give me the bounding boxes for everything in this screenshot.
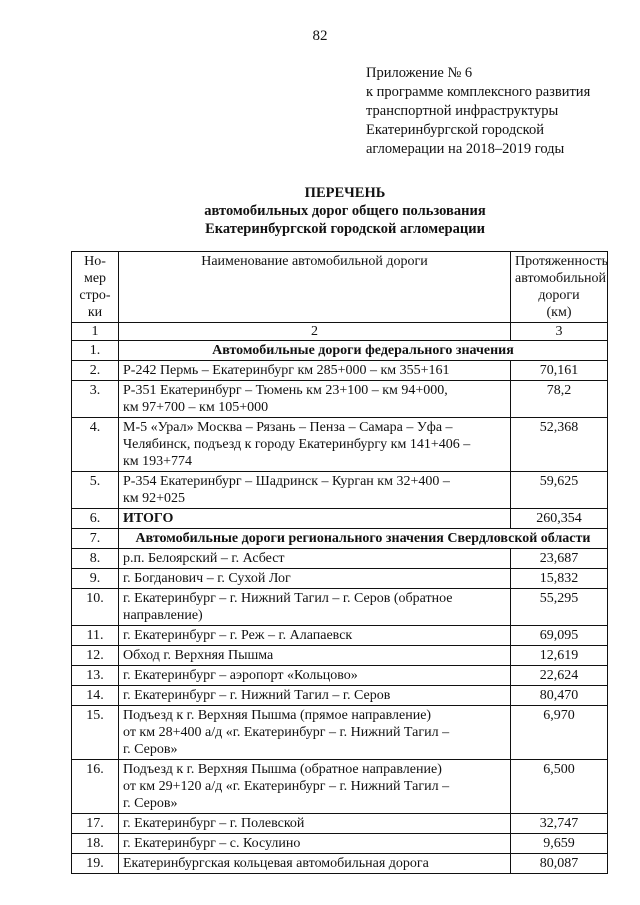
road-length: 32,747	[511, 814, 608, 834]
road-length: 59,625	[511, 472, 608, 509]
row-number: 4.	[72, 418, 119, 472]
road-name: Подъезд к г. Верхняя Пышма (обратное направление) от км 29+120 а/д «г. Екатеринбург – г. Нижний Тагил – г. Серов»	[119, 760, 511, 814]
table-row	[72, 814, 608, 834]
road-name: р.п. Белоярский – г. Асбест	[119, 549, 511, 569]
road-length: 12,619	[511, 646, 608, 666]
table-row	[72, 760, 608, 814]
road-length: 23,687	[511, 549, 608, 569]
document-title	[0, 184, 640, 238]
road-length: 260,354	[511, 509, 608, 529]
table-row	[72, 626, 608, 646]
table-body	[72, 341, 608, 874]
roads-table	[71, 251, 608, 874]
road-name: г. Богданович – г. Сухой Лог	[119, 569, 511, 589]
appendix-line: Приложение № 6	[366, 65, 473, 81]
row-number: 13.	[72, 666, 119, 686]
table-row	[72, 646, 608, 666]
road-name: Р-242 Пермь – Екатеринбург км 285+000 – км 355+161	[119, 361, 511, 381]
road-length: 69,095	[511, 626, 608, 646]
road-length: 9,659	[511, 834, 608, 854]
table-row	[72, 418, 608, 472]
row-number: 6.	[72, 509, 119, 529]
row-number: 2.	[72, 361, 119, 381]
road-length: 70,161	[511, 361, 608, 381]
row-number: 18.	[72, 834, 119, 854]
road-length: 78,2	[511, 381, 608, 418]
total-row	[72, 509, 608, 529]
row-number: 7.	[72, 529, 119, 549]
road-length: 6,970	[511, 706, 608, 760]
row-number: 11.	[72, 626, 119, 646]
table-row	[72, 686, 608, 706]
appendix-line: агломерации на 2018–2019 годы	[366, 141, 565, 157]
column-number: 2	[119, 323, 511, 341]
table-row	[72, 706, 608, 760]
road-name: г. Екатеринбург – аэропорт «Кольцово»	[119, 666, 511, 686]
table-row	[72, 589, 608, 626]
table-header-row	[72, 252, 608, 323]
row-number: 15.	[72, 706, 119, 760]
row-number: 3.	[72, 381, 119, 418]
section-title: Автомобильные дороги федерального значения	[119, 341, 608, 361]
table-row	[72, 569, 608, 589]
row-number: 14.	[72, 686, 119, 706]
row-number: 10.	[72, 589, 119, 626]
road-name: г. Екатеринбург – г. Полевской	[119, 814, 511, 834]
title-line-2: Екатеринбургской городской агломерации	[205, 221, 485, 237]
table-row	[72, 472, 608, 509]
road-name: г. Екатеринбург – г. Реж – г. Алапаевск	[119, 626, 511, 646]
road-name: Р-351 Екатеринбург – Тюмень км 23+100 – км 94+000, км 97+700 – км 105+000	[119, 381, 511, 418]
road-length: 15,832	[511, 569, 608, 589]
table-row	[72, 834, 608, 854]
road-name: ИТОГО	[119, 509, 511, 529]
road-name: г. Екатеринбург – с. Косулино	[119, 834, 511, 854]
table-row	[72, 549, 608, 569]
road-length: 55,295	[511, 589, 608, 626]
column-number: 1	[72, 323, 119, 341]
road-name: Р-354 Екатеринбург – Шадринск – Курган км 32+400 – км 92+025	[119, 472, 511, 509]
road-name: г. Екатеринбург – г. Нижний Тагил – г. Серов (обратное направление)	[119, 589, 511, 626]
appendix-note	[366, 64, 590, 159]
title-heading: ПЕРЕЧЕНЬ	[304, 185, 386, 201]
column-number-row	[72, 323, 608, 341]
section-row	[72, 341, 608, 361]
header-row-number: Но- мер стро- ки	[72, 252, 119, 323]
appendix-line: Екатеринбургской городской	[366, 122, 544, 138]
row-number: 12.	[72, 646, 119, 666]
table-row	[72, 666, 608, 686]
road-length: 22,624	[511, 666, 608, 686]
road-name: М-5 «Урал» Москва – Рязань – Пенза – Самара – Уфа – Челябинск, подъезд к городу Екатеринбургу км 141+406 – км 193+774	[119, 418, 511, 472]
table-row	[72, 361, 608, 381]
road-length: 80,087	[511, 854, 608, 874]
row-number: 19.	[72, 854, 119, 874]
road-length: 52,368	[511, 418, 608, 472]
page-number: 82	[312, 28, 328, 44]
table-row	[72, 381, 608, 418]
header-road-name: Наименование автомобильной дороги	[119, 252, 511, 323]
column-number: 3	[511, 323, 608, 341]
row-number: 17.	[72, 814, 119, 834]
road-length: 80,470	[511, 686, 608, 706]
row-number: 8.	[72, 549, 119, 569]
section-title: Автомобильные дороги регионального значения Свердловской области	[119, 529, 608, 549]
road-name: Екатеринбургская кольцевая автомобильная дорога	[119, 854, 511, 874]
road-length: 6,500	[511, 760, 608, 814]
appendix-line: транспортной инфраструктуры	[366, 103, 559, 119]
road-name: г. Екатеринбург – г. Нижний Тагил – г. Серов	[119, 686, 511, 706]
header-road-length: Протяженность автомобильной дороги (км)	[511, 252, 608, 323]
row-number: 5.	[72, 472, 119, 509]
row-number: 16.	[72, 760, 119, 814]
title-line-1: автомобильных дорог общего пользования	[204, 203, 486, 219]
road-name: Обход г. Верхняя Пышма	[119, 646, 511, 666]
row-number: 9.	[72, 569, 119, 589]
row-number: 1.	[72, 341, 119, 361]
table-row	[72, 854, 608, 874]
road-name: Подъезд к г. Верхняя Пышма (прямое направление) от км 28+400 а/д «г. Екатеринбург – г. Нижний Тагил – г. Серов»	[119, 706, 511, 760]
section-row	[72, 529, 608, 549]
appendix-line: к программе комплексного развития	[366, 84, 591, 100]
